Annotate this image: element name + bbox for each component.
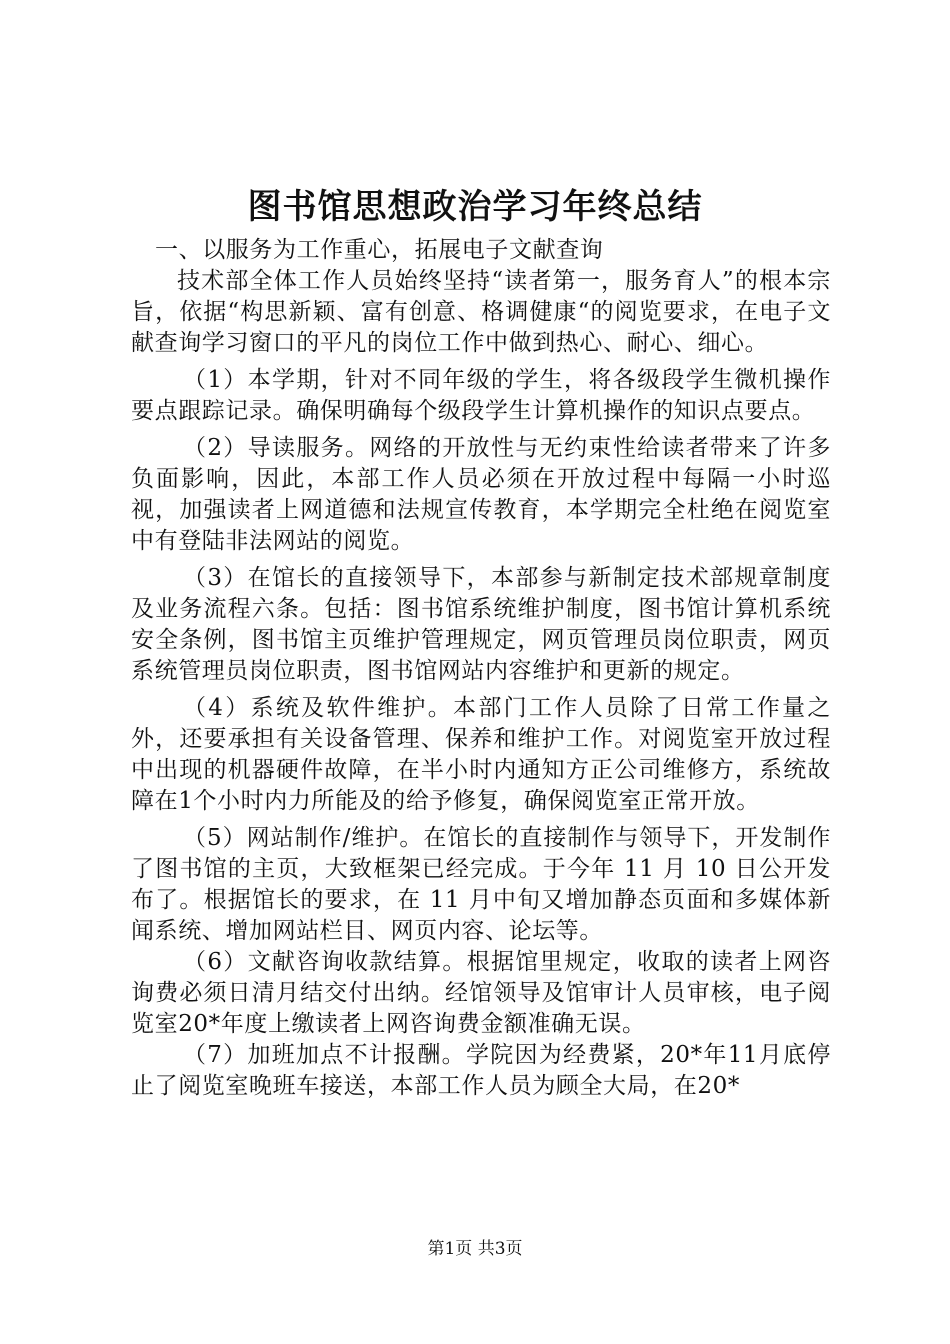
document-body [131, 235, 831, 1102]
item-paragraph-2: （2）导读服务。网络的开放性与无约束性给读者带来了许多负面影响，因此，本部工作人员必须在开放过程中每隔一小时巡视，加强读者上网道德和法规宣传教育，本学期完全杜绝在阅览室中有登陆非法网站的阅览。 [131, 435, 831, 554]
document-title: 图书馆思想政治学习年终总结 [247, 187, 703, 227]
item-paragraph-4: （4）系统及软件维护。本部门工作人员除了日常工作量之外，还要承担有关设备管理、保养和维护工作。对阅览室开放过程中出现的机器硬件故障，在半小时内通知方正公司维修方，系统故障在1个小时内力所能及的给予修复，确保阅览室正常开放。 [131, 695, 831, 814]
item-paragraph-7: （7）加班加点不计报酬。学院因为经费紧，20*年11月底停止了阅览室晚班车接送，本部工作人员为顾全大局，在20* [131, 1042, 831, 1099]
item-paragraph-1: （1）本学期，针对不同年级的学生，将各级段学生微机操作要点跟踪记录。确保明确每个级段学生计算机操作的知识点要点。 [131, 367, 831, 424]
item-paragraph-3: （3）在馆长的直接领导下，本部参与新制定技术部规章制度及业务流程六条。包括：图书馆系统维护制度，图书馆计算机系统安全条例，图书馆主页维护管理规定，网页管理员岗位职责，网页系统管理员岗位职责，图书馆网站内容维护和更新的规定。 [131, 565, 831, 684]
page-number-footer: 第1页 共3页 [427, 1239, 523, 1259]
intro-paragraph: 技术部全体工作人员始终坚持“读者第一，服务育人”的根本宗旨，依据“构思新颖、富有创意、格调健康“的阅览要求，在电子文献查询学习窗口的平凡的岗位工作中做到热心、耐心、细心。 [131, 268, 831, 356]
item-paragraph-6: （6）文献咨询收款结算。根据馆里规定，收取的读者上网咨询费必须日清月结交付出纳。经馆领导及馆审计人员审核，电子阅览室20*年度上缴读者上网咨询费金额准确无误。 [131, 949, 831, 1037]
item-paragraph-5: （5）网站制作/维护。在馆长的直接制作与领导下，开发制作了图书馆的主页，大致框架已经完成。于今年 11 月 10 日公开发布了。根据馆长的要求，在 11 月中旬又增加静态页面和多媒体新闻系统、增加网站栏目、网页内容、论坛等。 [131, 825, 831, 944]
section-heading: 一、以服务为工作重心，拓展电子文献查询 [155, 237, 604, 263]
